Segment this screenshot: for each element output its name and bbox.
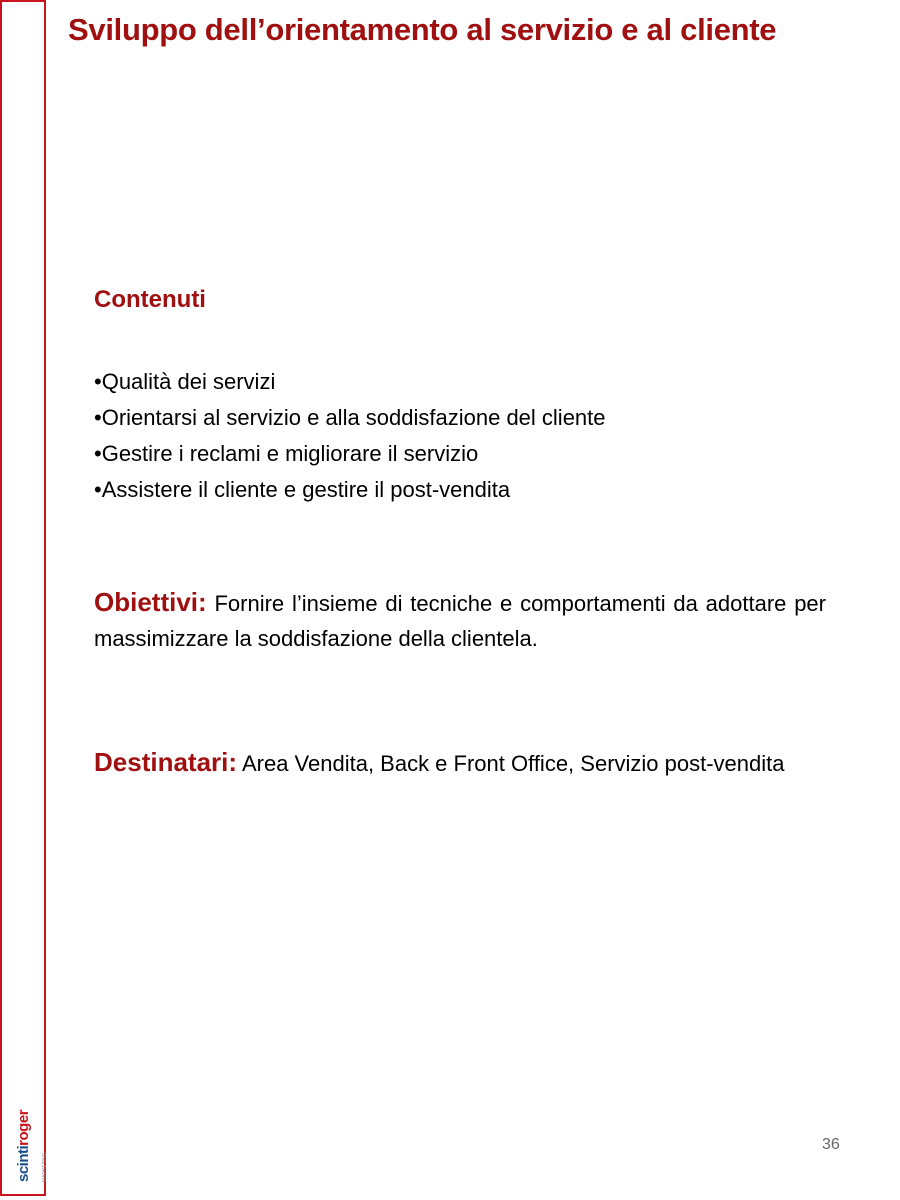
- obiettivi-text: Fornire l’insieme di tecniche e comportamenti da adottare per massimizzare la soddisfazione della clientela.: [94, 591, 826, 651]
- page-title: Sviluppo dell’orientamento al servizio e al cliente: [68, 12, 777, 47]
- company-logo: [6, 1072, 46, 1182]
- list-item: •Qualità dei servizi: [94, 369, 276, 394]
- list-item: •Orientarsi al servizio e alla soddisfazione del cliente: [94, 405, 606, 430]
- destinatari-paragraph: [94, 745, 854, 781]
- logo-part-1: scinti: [15, 1145, 32, 1182]
- logo-tagline: MARKETING: [42, 1152, 48, 1182]
- destinatari-text: Area Vendita, Back e Front Office, Servizio post-vendita: [241, 751, 785, 776]
- page-number: 36: [822, 1136, 840, 1153]
- list-item: •Assistere il cliente e gestire il post-vendita: [94, 477, 511, 502]
- logo-wordmark: [15, 1110, 32, 1182]
- logo-part-2: roger: [15, 1109, 32, 1146]
- obiettivi-paragraph: [94, 585, 826, 656]
- obiettivi-label: Obiettivi:: [94, 587, 207, 617]
- destinatari-label: Destinatari:: [94, 747, 238, 777]
- side-border-band: [0, 0, 46, 1196]
- contenuti-heading: Contenuti: [94, 286, 206, 313]
- contenuti-list: [94, 364, 854, 508]
- list-item: •Gestire i reclami e migliorare il servizio: [94, 441, 479, 466]
